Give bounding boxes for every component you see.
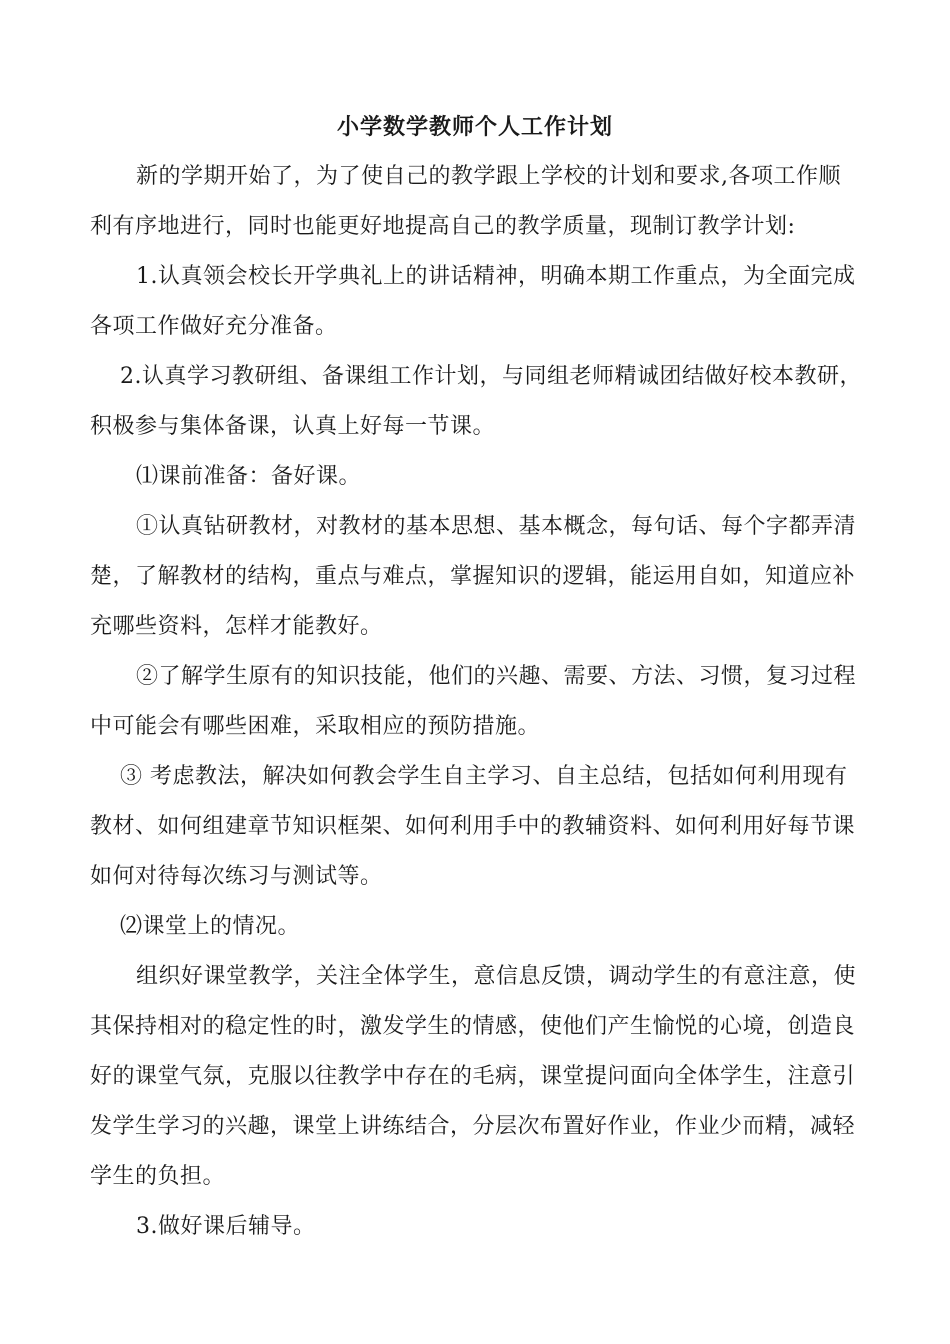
paragraph-line: 充哪些资料，怎样才能教好。 — [90, 614, 383, 639]
paragraph-line: ②了解学生原有的知识技能，他们的兴趣、需要、方法、习惯，复习过程 — [136, 664, 857, 689]
paragraph-line: ①认真钻研教材，对教材的基本思想、基本概念，每句话、每个字都弄清 — [136, 514, 857, 539]
paragraph-line: 各项工作做好充分准备。 — [90, 314, 338, 339]
paragraph-line: 发学生学习的兴趣，课堂上讲练结合，分层次布置好作业，作业少而精，减轻 — [90, 1114, 856, 1139]
paragraph-line: ⑴课前准备：备好课。 — [136, 464, 362, 489]
paragraph-line: 积极参与集体备课，认真上好每一节课。 — [90, 414, 496, 439]
paragraph-line: 新的学期开始了，为了使自己的教学跟上学校的计划和要求,各项工作顺 — [136, 164, 841, 189]
paragraph-line: 3.做好课后辅导。 — [136, 1214, 316, 1239]
paragraph-line: 学生的负担。 — [90, 1164, 226, 1189]
paragraph-line: 教材、如何组建章节知识框架、如何利用手中的教辅资料、如何利用好每节课 — [90, 814, 856, 839]
paragraph-line: 如何对待每次练习与测试等。 — [90, 864, 383, 889]
paragraph-line: 1.认真领会校长开学典礼上的讲话精神，明确本期工作重点，为全面完成 — [136, 264, 856, 289]
paragraph-line: 利有序地进行，同时也能更好地提高自己的教学质量，现制订教学计划: — [90, 214, 796, 239]
paragraph-line: ③ 考虑教法，解决如何教会学生自主学习、自主总结，包括如何利用现有 — [120, 764, 848, 789]
paragraph-line: 其保持相对的稳定性的时，激发学生的情感，使他们产生愉悦的心境，创造良 — [90, 1014, 856, 1039]
paragraph-line: 楚，了解教材的结构，重点与难点，掌握知识的逻辑，能运用自如，知道应补 — [90, 564, 856, 589]
document-title: 小学数学教师个人工作计划 — [336, 114, 613, 140]
paragraph-line: 中可能会有哪些困难，采取相应的预防措施。 — [90, 714, 541, 739]
paragraph-line: 好的课堂气氛，克服以往教学中存在的毛病，课堂提问面向全体学生，注意引 — [90, 1064, 856, 1089]
paragraph-line: 2.认真学习教研组、备课组工作计划，与同组老师精诚团结做好校本教研， — [120, 364, 862, 389]
paragraph-line: ⑵课堂上的情况。 — [120, 914, 301, 939]
paragraph-line: 组织好课堂教学，关注全体学生，意信息反馈，调动学生的有意注意，使 — [136, 964, 857, 989]
